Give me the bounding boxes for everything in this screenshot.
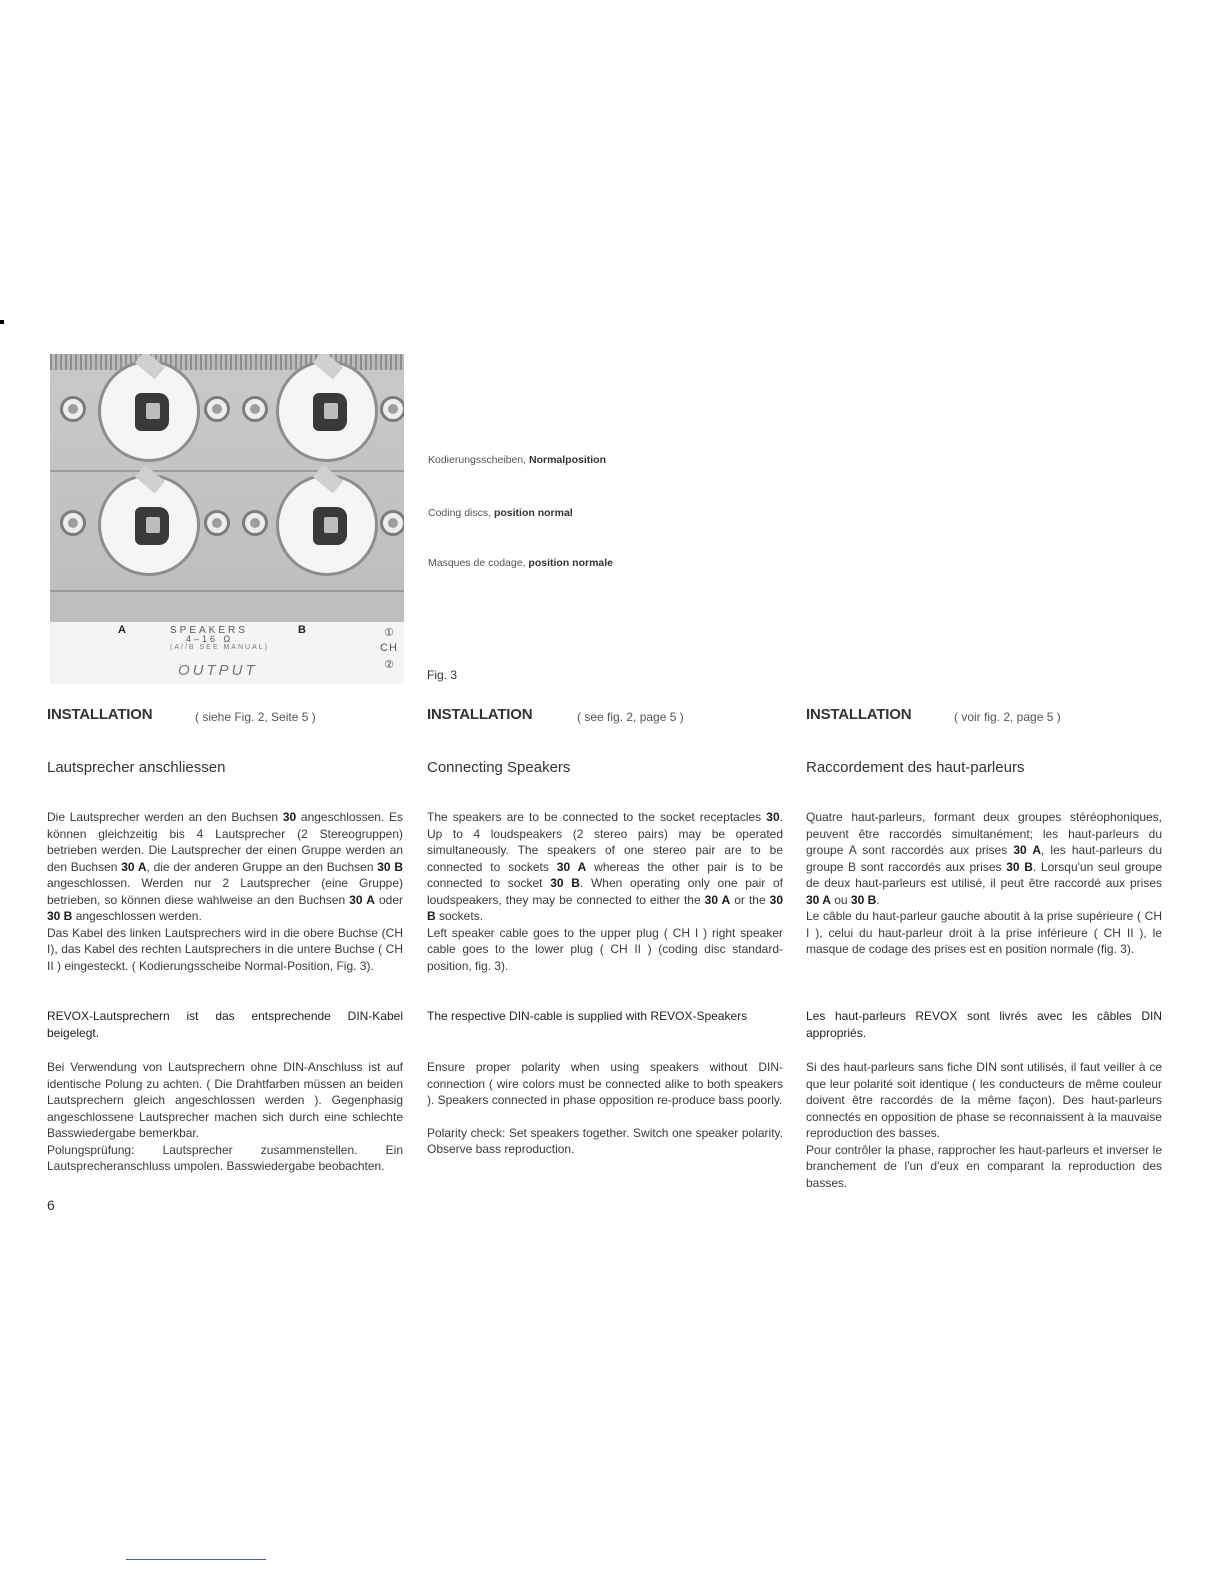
body-de-polarity: [47, 1059, 403, 1175]
paragraph: Die Lautsprecher werden an den Buchsen 30 angeschlossen. Es können gleichzeitig bis 4 Lautsprecher (2 Stereogruppen) betrieben werden. Die Lautsprecher der einen Gruppe werden an den Buchsen 30 A, die der anderen Gruppe an den Buchsen 30 B angeschlossen. Werden nur 2 Lautsprecher (eine Gruppe) betrieben, so können diese wahlweise an den Buchsen 30 A oder 30 B angeschlossen werden.: [47, 810, 404, 923]
paragraph: Si des haut-parleurs sans fiche DIN sont utilisés, il faut veiller à ce que leur polarité soit identique ( les conducteurs de même couleur doivent être raccordés de la même façon). Des haut-parleurs connectés en opposition de phase se reconnaissent à la mauvaise reproduction des basses.: [806, 1060, 1162, 1140]
binding-post-icon: [242, 396, 268, 422]
photo-label-a: A: [118, 624, 127, 636]
body-fr: [806, 809, 1162, 958]
caption-german: Kodierungsscheiben, Normalposition: [428, 454, 607, 466]
caption-english: Coding discs, position normal: [428, 507, 573, 519]
bottom-rule: [126, 1559, 266, 1560]
figure-label: Fig. 3: [427, 668, 458, 682]
paragraph: Pour contrôler la phase, rapprocher les haut-parleurs et inverser le branchement de l'un d'eux en comparant la reproduction des basses.: [806, 1142, 1162, 1190]
body-en-polarity: [427, 1059, 783, 1158]
paragraph: The speakers are to be connected to the socket receptacles 30. Up to 4 loudspeakers (2 stereo pairs) may be operated simultaneously. The speakers of one stereo pair are to be connected to sockets 30 A whereas the other pair is to be connected to socket 30 B. When operating only one pair of loudspeakers, they may be connected to either the 30 A or the 30 B sockets.: [427, 810, 784, 923]
installation-title-de: INSTALLATION: [47, 706, 153, 723]
note-de: REVOX-Lautsprechern ist das entsprechende DIN-Kabel beigelegt.: [47, 1009, 403, 1040]
paragraph: Le câble du haut-parleur gauche aboutit à la prise supérieure ( CH I ), celui du haut-parleur droit à la prise inférieure ( CH II ), le masque de codage des prises est en position normale (fig. 3).: [806, 909, 1162, 956]
paragraph: Bei Verwendung von Lautsprechern ohne DIN-Anschluss ist auf identische Polung zu achten. ( Die Drahtfarben müssen an beiden Lautsprechern gleich angeschlossen werden ). Gegenphasig angeschlossene Lautsprecher machen sich durch eine schlechte Basswiedergabe bemerkbar.: [47, 1060, 403, 1140]
installation-title-en: INSTALLATION: [427, 706, 533, 723]
photo-label-output: OUTPUT: [178, 662, 258, 679]
note-fr: Les haut-parleurs REVOX sont livrés avec les câbles DIN appropriés.: [806, 1009, 1162, 1040]
caption-french: Masques de codage, position normale: [428, 557, 613, 569]
binding-post-icon: [60, 396, 86, 422]
installation-ref-fr: ( voir fig. 2, page 5 ): [954, 710, 1061, 724]
body-fr-polarity: [806, 1059, 1162, 1191]
installation-ref-en: ( see fig. 2, page 5 ): [577, 710, 684, 724]
installation-ref-de: ( siehe Fig. 2, Seite 5 ): [195, 710, 316, 724]
din-socket-icon: [276, 474, 378, 576]
body-de: [47, 809, 403, 974]
din-socket-icon: [98, 360, 200, 462]
subtitle-fr: Raccordement des haut-parleurs: [806, 759, 1025, 776]
subtitle-en: Connecting Speakers: [427, 759, 571, 776]
photo-label-b: B: [298, 624, 307, 636]
paragraph: Ensure proper polarity when using speakers without DIN-connection ( wire colors must be connected alike to both speakers ). Speakers connected in phase opposition re-produce bass poorly.: [427, 1060, 783, 1107]
photo-label-speakers: SPEAKERS: [170, 625, 248, 636]
paragraph: Das Kabel des linken Lautsprechers wird in die obere Buchse (CH I), das Kabel des rechten Lautsprechers in die untere Buchse ( CH II ) eingesteckt. ( Kodierungsscheibe Normal-Position, Fig. 3).: [47, 925, 403, 973]
binding-post-icon: [380, 396, 404, 422]
paragraph: Left speaker cable goes to the upper plug ( CH I ) right speaker cable goes to the lower plug ( CH II ) (coding disc standard-position, fig. 3).: [427, 925, 783, 973]
speaker-sockets-photo: [50, 354, 404, 622]
photo-label-ohms: 4–16 Ω: [186, 634, 234, 644]
din-socket-icon: [276, 360, 378, 462]
binding-post-icon: [204, 396, 230, 422]
photo-label-manual: (A//B SEE MANUAL): [170, 644, 269, 651]
paragraph: Quatre haut-parleurs, formant deux groupes stéréophoniques, peuvent être raccordés simultanément; les haut-parleurs du groupe A sont raccordés aux prises 30 A, les haut-parleurs du groupe B sont raccordés aux prises 30 B. Lorsqu'un seul groupe de deux haut-parleurs est utilisé, il peut être raccordé aux prises 30 A ou 30 B.: [806, 810, 1163, 907]
photo-label-ch1: ①: [384, 627, 394, 639]
margin-mark: [0, 320, 4, 324]
paragraph: Polungsprüfung: Lautsprecher zusammenstellen. Ein Lautsprecheranschluss umpolen. Basswiedergabe beobachten.: [47, 1142, 403, 1173]
binding-post-icon: [380, 510, 404, 536]
binding-post-icon: [60, 510, 86, 536]
photo-label-ch2: ②: [384, 659, 394, 671]
subtitle-de: Lautsprecher anschliessen: [47, 759, 226, 776]
photo-divider-line: [50, 470, 404, 472]
binding-post-icon: [242, 510, 268, 536]
note-en: The respective DIN-cable is supplied with REVOX-Speakers: [427, 1009, 748, 1023]
binding-post-icon: [204, 510, 230, 536]
installation-title-fr: INSTALLATION: [806, 706, 912, 723]
photo-label-ch: CH: [380, 642, 398, 654]
page-number: 6: [47, 1197, 55, 1213]
photo-divider-line: [50, 590, 404, 592]
din-socket-icon: [98, 474, 200, 576]
body-en: [427, 809, 783, 974]
paragraph: Polarity check: Set speakers together. Switch one speaker polarity. Observe bass reproduction.: [427, 1125, 783, 1156]
